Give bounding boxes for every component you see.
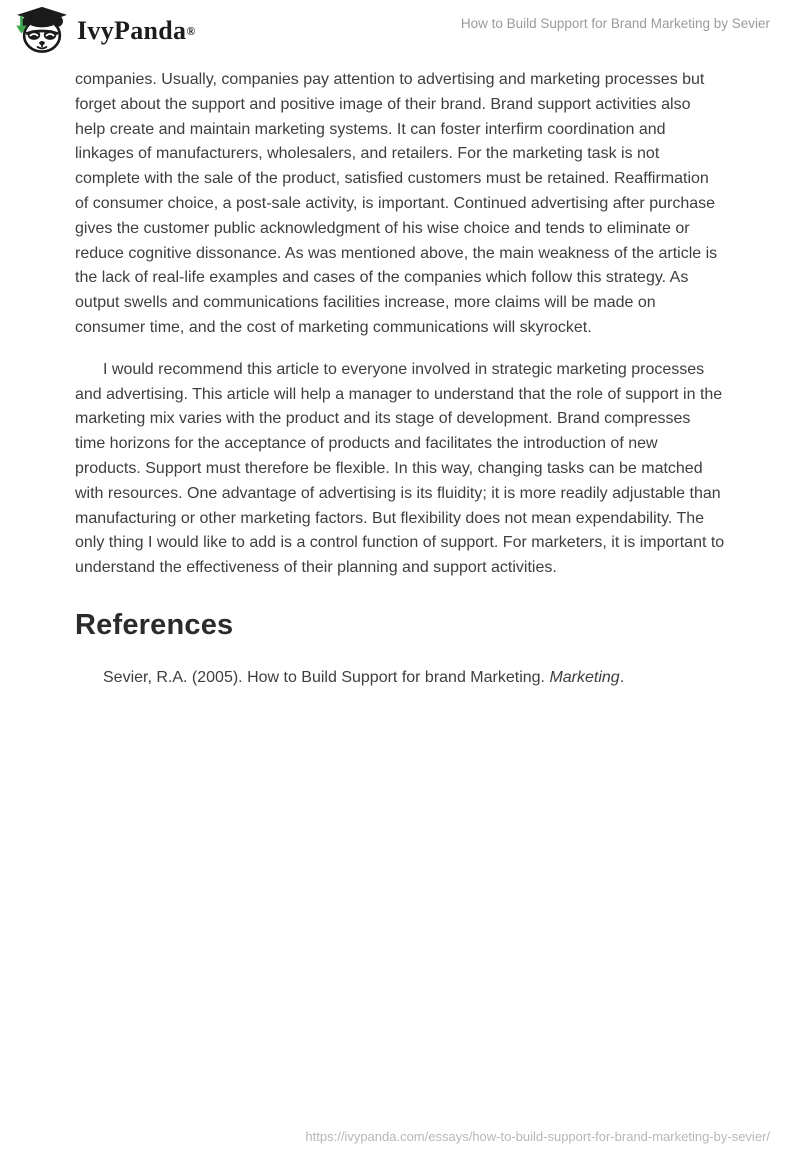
panda-graduation-logo-icon xyxy=(14,6,70,56)
body-paragraph-2: I would recommend this article to everyone involved in strategic marketing processes and advertising. This article will help a manager to understand that the role of support in the marketing mix varies with the product and its stage of development. Brand compresses time horizons for the acceptance of products and facilitates the introduction of new products. Support must therefore be flexible. In this way, changing tasks can be matched with resources. One advantage of advertising is its fluidity; it is more readily adjustable than manufacturing or other marketing factors. But flexibility does not mean expendability. The only thing I would like to add is a control function of support. For marketers, it is important to understand the effectiveness of their planning and support activities. xyxy=(75,360,725,577)
page-footer xyxy=(305,1128,770,1146)
reference-entry xyxy=(75,666,725,691)
references-heading: References xyxy=(75,608,234,641)
reference-journal-name: Marketing xyxy=(549,668,620,686)
reference-period: . xyxy=(619,668,625,686)
document-title: How to Build Support for Brand Marketing by Sevier xyxy=(460,16,770,31)
brand-logo xyxy=(14,6,195,56)
reference-citation-text: Sevier, R.A. (2005). How to Build Support for brand Marketing. xyxy=(103,668,550,686)
body-paragraph-1: companies. Usually, companies pay attention to advertising and marketing processes but forget about the support and positive image of their brand. Brand support activities also help create and maintain marketing systems. It can foster interfirm coordination and linkages of manufacturers, wholesalers, and retailers. For the marketing task is not complete with the sale of the product, satisfied customers must be retained. Reaffirmation of consumer choice, a post-sale activity, is important. Continued advertising after purchase gives the customer public acknowledgment of his wise choice and tends to eliminate or reduce cognitive dissonance. As was mentioned above, the main weakness of the article is the lack of real-life examples and cases of the companies which follow this strategy. As output swells and communications facilities increase, more claims will be made on consumer time, and the cost of marketing communications will skyrocket. xyxy=(75,71,718,336)
source-url-link[interactable]: https://ivypanda.com/essays/how-to-build-support-for-brand-marketing-by-sevier/ xyxy=(305,1129,770,1144)
brand-name: IvyPanda xyxy=(77,16,187,45)
page-header xyxy=(0,0,800,64)
registered-trademark-mark: ® xyxy=(186,23,196,38)
document-body xyxy=(0,64,800,691)
